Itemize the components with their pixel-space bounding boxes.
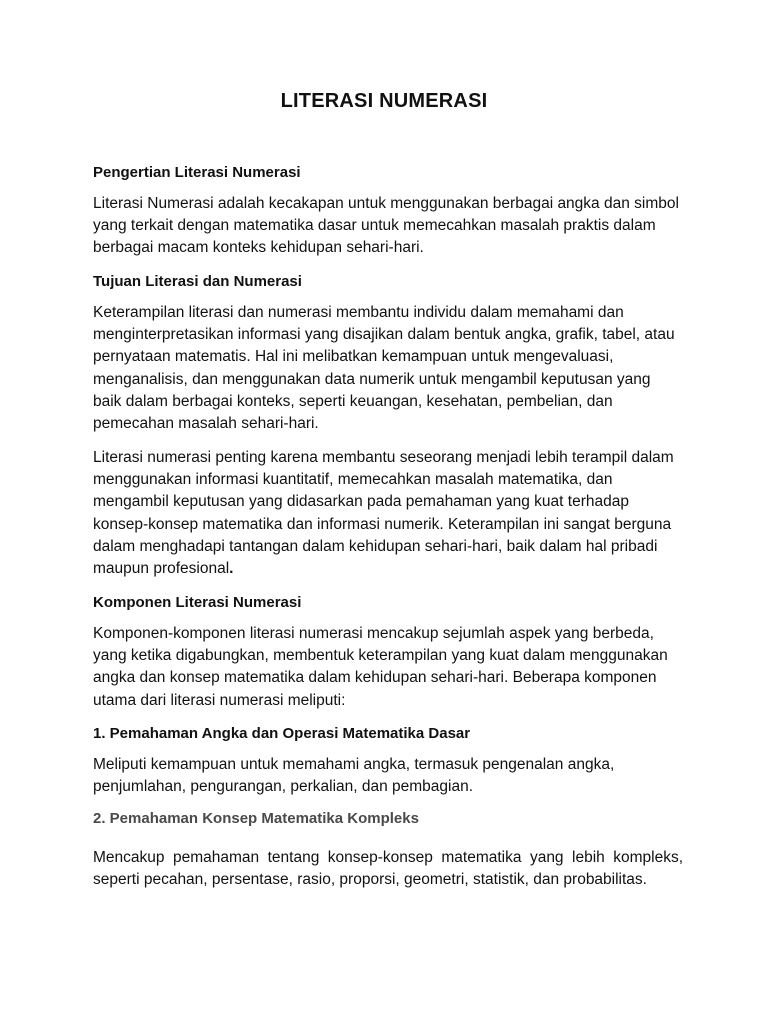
paragraph-tujuan-2 <box>93 447 683 580</box>
paragraph-tujuan-1: Keterampilan literasi dan numerasi membantu individu dalam memahami dan menginterpretasikan informasi yang disajikan dalam bentuk angka, grafik, tabel, atau pernyataan matematis. Hal ini melibatkan kemampuan untuk mengevaluasi, menganalisis, dan menggunakan data numerik untuk mengambil keputusan yang baik dalam berbagai konteks, seperti keuangan, kesehatan, pembelian, dan pemecahan masalah sehari-hari. <box>93 304 675 433</box>
heading-komponen: Komponen Literasi Numerasi <box>93 594 302 611</box>
heading-komponen-1: 1. Pemahaman Angka dan Operasi Matematika Dasar <box>93 725 471 742</box>
paragraph-komponen-2: Mencakup pemahaman tentang konsep-konsep matematika yang lebih kompleks, seperti pecahan, persentase, rasio, proporsi, geometri, statistik, dan probabilitas. <box>93 849 683 889</box>
document-title: LITERASI NUMERASI <box>280 90 488 112</box>
heading-komponen-2: 2. Pemahaman Konsep Matematika Kompleks <box>93 810 419 827</box>
paragraph-tujuan-2-text: Literasi numerasi penting karena membantu seseorang menjadi lebih terampil dalam menggunakan informasi kuantitatif, memecahkan masalah matematika, dan mengambil keputusan yang didasarkan pada pemahaman yang kuat terhadap konsep-konsep matematika dan informasi numerik. Keterampilan ini sangat berguna dalam menghadapi tantangan dalam kehidupan sehari-hari, baik dalam hal pribadi maupun profesional <box>93 449 674 578</box>
paragraph-tujuan-2-end: . <box>229 560 234 578</box>
heading-tujuan: Tujuan Literasi dan Numerasi <box>93 273 302 290</box>
paragraph-komponen: Komponen-komponen literasi numerasi mencakup sejumlah aspek yang berbeda, yang ketika digabungkan, membentuk keterampilan yang kuat dalam menggunakan angka dan konsep matematika dalam kehidupan sehari-hari. Beberapa komponen utama dari literasi numerasi meliputi: <box>93 625 668 709</box>
paragraph-pengertian: Literasi Numerasi adalah kecakapan untuk menggunakan berbagai angka dan simbol yang terkait dengan matematika dasar untuk memecahkan masalah praktis dalam berbagai macam konteks kehidupan sehari-hari. <box>93 195 679 257</box>
heading-pengertian: Pengertian Literasi Numerasi <box>93 164 301 181</box>
paragraph-komponen-1: Meliputi kemampuan untuk memahami angka, termasuk pengenalan angka, penjumlahan, pengurangan, perkalian, dan pembagian. <box>93 756 615 796</box>
